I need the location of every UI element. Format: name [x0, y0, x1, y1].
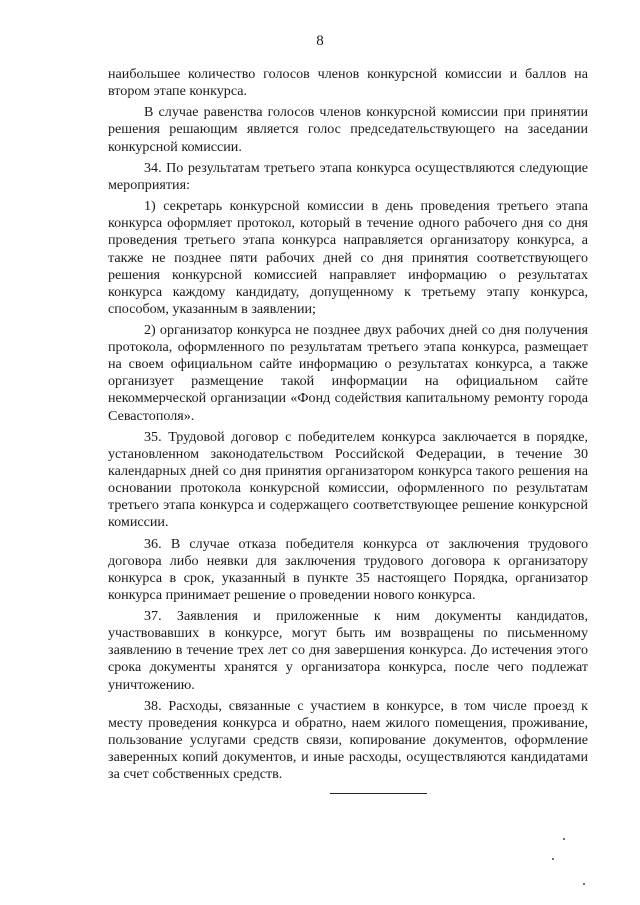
- paragraph: 38. Расходы, связанные с участием в конкурсе, в том числе проезд к месту проведения конкурса и обратно, наем жилого помещения, проживание, пользование услугами средств связи, копирование документов, оформление заверенных копий документов, и иные расходы, осуществляются кандидатами за счет собственных средств.: [108, 697, 588, 783]
- paragraph: 34. По результатам третьего этапа конкурса осуществляются следующие мероприятия:: [108, 159, 588, 193]
- paragraph: 35. Трудовой договор с победителем конкурса заключается в порядке, установленном законодательством Российской Федерации, в течение 30 календарных дней со дня принятия организатором конкурса такого решения на основании протокола конкурсной комиссии, оформленного по результатам третьего этапа конкурса и содержащего соответствующее решение конкурсной комиссии.: [108, 428, 588, 531]
- page-number: 8: [316, 33, 324, 49]
- paragraph: наибольшее количество голосов членов конкурсной комиссии и баллов на втором этапе конкурса.: [108, 66, 588, 100]
- paragraph: 37. Заявления и приложенные к ним документы кандидатов, участвовавших в конкурсе, могут быть им возвращены по письменному заявлению в течение трех лет со дня завершения конкурса. До истечения этого срока документы хранятся у организатора конкурса, после чего подлежат уничтожению.: [108, 608, 588, 693]
- closing-rule: [330, 793, 427, 794]
- paragraph: 36. В случае отказа победителя конкурса от заключения трудового договора либо неявки для заключения трудового договора к организатору конкурса в срок, указанный в пункте 35 настоящего Порядка, организатор конкурса принимает решение о проведении нового конкурса.: [108, 535, 588, 603]
- scan-speck: [563, 838, 565, 840]
- paragraph: 1) секретарь конкурсной комиссии в день проведения третьего этапа конкурса оформляет протокол, который в течение одного рабочего дня со дня проведения третьего этапа конкурса направляется организатору конкурса, а также не позднее пяти рабочих дней со дня принятия соответствующего решения конкурсной комиссией направляет информацию о результатах конкурса каждому кандидату, допущенному к третьему этапу конкурса, способом, указанным в заявлении;: [108, 198, 588, 317]
- paragraph: 2) организатор конкурса не позднее двух рабочих дней со дня получения протокола, оформленного по результатам третьего этапа конкурса, размещает на своем официальном сайте информацию о результатах конкурса, а также организует размещение такой информации на официальном сайте некоммерческой организации «Фонд содействия капитальному ремонту города Севастополя».: [108, 322, 588, 424]
- scan-speck: [583, 883, 585, 885]
- scan-speck: [552, 858, 554, 860]
- document-body: [108, 66, 588, 787]
- paragraph: В случае равенства голосов членов конкурсной комиссии при принятии решения решающим является голос председательствующего на заседании конкурсной комиссии.: [108, 104, 588, 155]
